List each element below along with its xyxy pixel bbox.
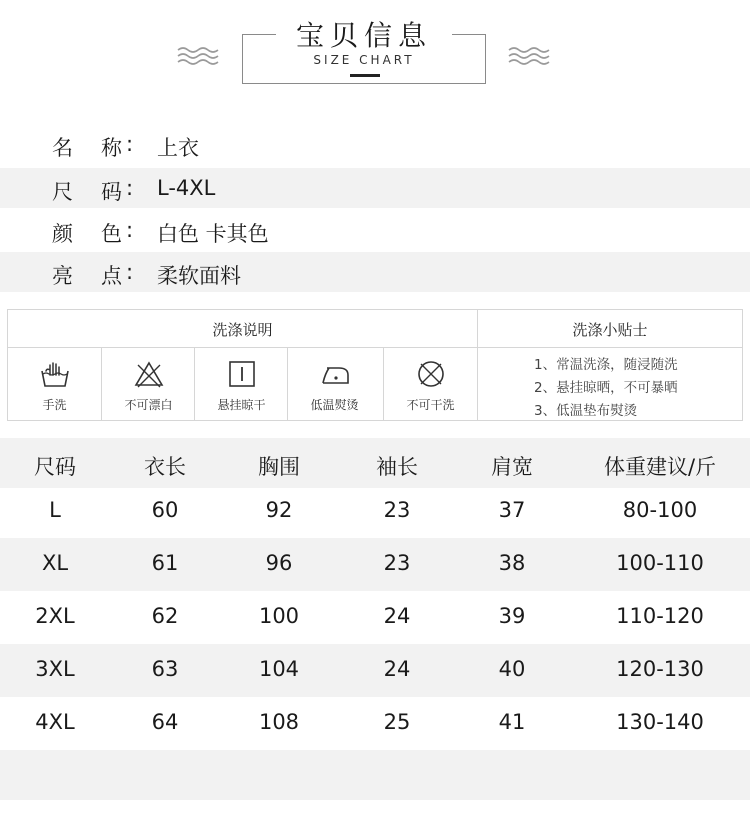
info-key: 名	[52, 136, 73, 160]
info-colon: :	[126, 260, 134, 284]
size-chart-header	[0, 0, 750, 100]
info-value: L-4XL	[157, 176, 216, 200]
care-item-no-dry-clean	[384, 348, 477, 420]
info-key: 颜	[52, 222, 73, 246]
table-cell: 37	[498, 498, 526, 522]
table-cell: 2XL	[35, 604, 75, 628]
wash-tip: 2、悬挂晾晒，不可暴晒	[534, 380, 678, 396]
column-header: 尺码	[34, 455, 76, 479]
table-row	[0, 485, 750, 538]
info-key: 点	[101, 264, 122, 288]
care-item-low-iron	[288, 348, 381, 420]
table-cell: 25	[383, 710, 411, 734]
table-cell: 3XL	[35, 657, 75, 681]
info-value: 上衣	[157, 136, 199, 160]
info-key: 亮	[52, 264, 73, 288]
table-cell: 40	[498, 657, 526, 681]
table-cell: 63	[151, 657, 179, 681]
table-cell: 96	[265, 551, 293, 575]
table-cell: 23	[383, 551, 411, 575]
table-cell: 62	[151, 604, 179, 628]
info-key: 码	[101, 180, 122, 204]
table-cell: 41	[498, 710, 526, 734]
table-row	[0, 591, 750, 644]
table-footer-band	[0, 750, 750, 800]
info-colon: :	[126, 218, 134, 242]
table-cell: 110-120	[616, 604, 704, 628]
no-bleach-icon	[133, 358, 165, 390]
table-cell: 38	[498, 551, 526, 575]
table-cell: 130-140	[616, 710, 704, 734]
table-cell: 24	[383, 657, 411, 681]
wash-tips-header: 洗涤小贴士	[572, 321, 648, 339]
column-header: 衣长	[144, 455, 186, 479]
table-row	[0, 644, 750, 697]
table-cell: L	[49, 498, 61, 522]
table-cell: 39	[498, 604, 526, 628]
wash-tip: 3、低温垫布熨烫	[534, 403, 638, 419]
care-item-no-bleach	[102, 348, 195, 420]
info-key: 色	[101, 222, 122, 246]
table-row	[0, 538, 750, 591]
table-cell: 108	[258, 710, 300, 734]
care-item-hand-wash	[8, 348, 101, 420]
info-value: 白色 卡其色	[157, 222, 269, 246]
info-colon: :	[126, 176, 134, 200]
column-header: 胸围	[258, 455, 300, 479]
table-cell: 80-100	[622, 498, 698, 522]
column-header: 肩宽	[491, 455, 533, 479]
table-row	[0, 697, 750, 750]
wash-tips-list	[478, 348, 743, 420]
table-cell: 61	[151, 551, 179, 575]
wash-tip: 1、常温洗涤，随浸随洗	[534, 357, 678, 373]
care-item-label: 低温熨烫	[310, 398, 359, 412]
column-header: 袖长	[376, 455, 418, 479]
table-cell: 104	[258, 657, 300, 681]
wave-decoration-icon	[507, 46, 553, 66]
table-cell: 4XL	[35, 710, 75, 734]
low-iron-icon	[319, 358, 351, 390]
care-item-label: 悬挂晾干	[217, 398, 266, 412]
table-cell: 100	[258, 604, 300, 628]
info-key: 称	[101, 136, 122, 160]
wash-instructions-header: 洗涤说明	[212, 321, 273, 339]
info-row-name	[0, 124, 750, 164]
column-header: 体重建议/斤	[603, 455, 717, 479]
table-cell: 24	[383, 604, 411, 628]
wave-decoration-icon	[176, 46, 222, 66]
table-cell: 60	[151, 498, 179, 522]
page-subtitle: SIZE CHART	[313, 53, 415, 67]
info-row-size	[0, 168, 750, 208]
table-cell: XL	[41, 551, 69, 575]
info-key: 尺	[52, 180, 73, 204]
hand-wash-icon	[39, 358, 71, 390]
care-item-label: 不可漂白	[124, 398, 173, 412]
table-cell: 120-130	[616, 657, 704, 681]
no-dry-clean-icon	[415, 358, 447, 390]
care-item-hang-dry	[195, 348, 288, 420]
table-cell: 100-110	[616, 551, 704, 575]
info-value: 柔软面料	[157, 264, 241, 288]
care-item-label: 不可干洗	[406, 398, 455, 412]
page-title: 宝贝信息	[295, 19, 432, 52]
info-colon: :	[126, 132, 134, 156]
table-cell: 23	[383, 498, 411, 522]
table-cell: 92	[265, 498, 293, 522]
wash-care-panel	[7, 309, 743, 421]
hang-dry-icon	[226, 358, 258, 390]
size-table-header	[0, 438, 750, 488]
care-item-label: 手洗	[42, 398, 67, 412]
table-cell: 64	[151, 710, 179, 734]
info-row-feature	[0, 252, 750, 292]
title-underline	[350, 74, 380, 77]
info-row-color	[0, 210, 750, 250]
